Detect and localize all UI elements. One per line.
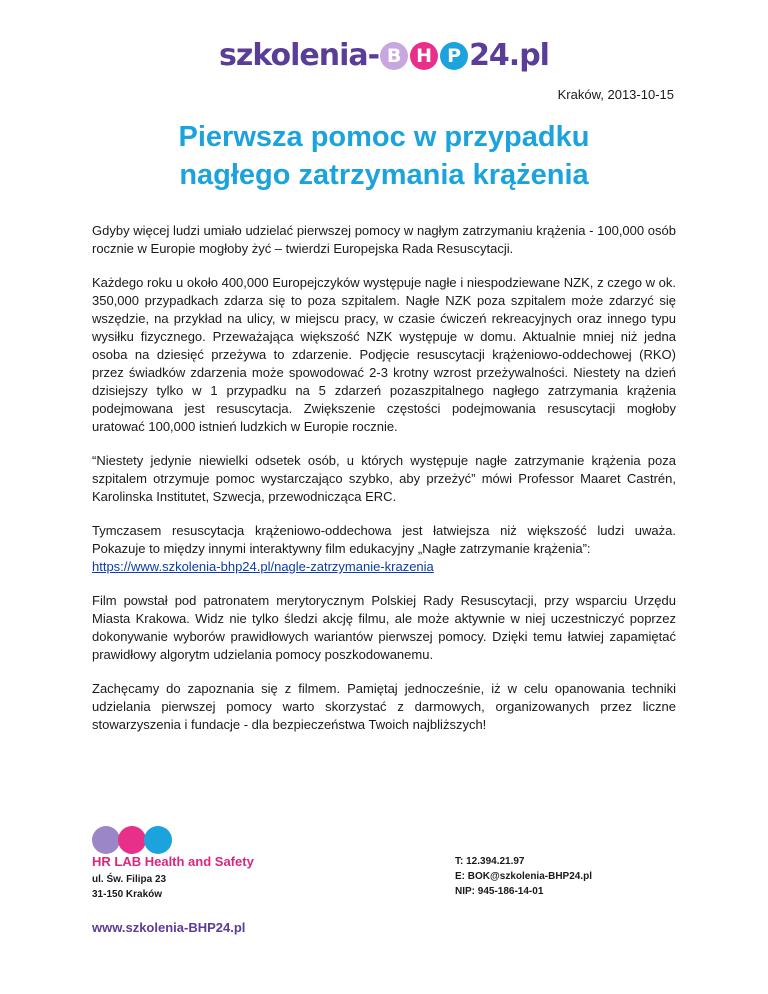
document-title <box>0 118 768 194</box>
logo-suffix: 24.pl <box>469 38 549 73</box>
footer-company-name: HR LAB Health and Safety <box>92 854 254 869</box>
footer-circle-purple <box>92 826 120 854</box>
title-line-1: Pierwsza pomoc w przypadku <box>178 121 590 153</box>
footer-email: E: BOK@szkolenia-BHP24.pl <box>455 871 593 882</box>
paragraph-patronage: Film powstał pod patronatem merytorycznym Polskiej Rady Resuscytacji, przy wsparciu Urzędu Miasta Krakowa. Widz nie tylko śledzi akcję filmu, ale może aktywnie w niej uczestniczyć poprzez dokonywanie wyborów prawidłowych wariantów pierwszej pomocy. Dzięki temu łatwiej zapamiętać prawidłowy algorytm udzielania pomocy poszkodowanemu. <box>92 593 676 662</box>
paragraph-quote: “Niestety jedynie niewielki odsetek osób, u których występuje nagłe zatrzymanie krążenia poza szpitalem otrzymuje pomoc wystarczająco szybko, aby przeżyć” mówi Professor Maaret Castrén, Karolinska Institutet, Szwecja, przewodnicząca ERC. <box>92 453 676 504</box>
footer-logo-circles <box>92 826 170 854</box>
paragraph-film-text: Tymczasem resuscytacja krążeniowo-oddechowa jest łatwiejsza niż większość ludzi uważa. Pokazuje to między innymi interaktywny film edukacyjny „Nagłe zatrzymanie krążenia”: <box>92 523 676 556</box>
logo-letter-b: B <box>380 42 408 70</box>
logo-prefix: szkolenia- <box>219 38 380 73</box>
footer-nip: NIP: 945-186-14-01 <box>455 886 544 897</box>
footer-circle-pink <box>118 826 146 854</box>
footer-contact <box>455 854 592 899</box>
footer-circle-blue <box>144 826 172 854</box>
paragraph-film <box>92 522 676 576</box>
footer-address-street: ul. Św. Filipa 23 <box>92 874 167 885</box>
footer-website-link[interactable]: www.szkolenia-BHP24.pl <box>92 920 246 935</box>
title-line-2: nagłego zatrzymania krążenia <box>179 159 589 191</box>
document-date: Kraków, 2013-10-15 <box>557 87 674 102</box>
paragraph-intro: Gdyby więcej ludzi umiało udzielać pierwszej pomocy w nagłym zatrzymaniu krążenia - 100,000 osób rocznie w Europie mogłoby żyć – twierdzi Europejska Rada Resuscytacji. <box>92 223 676 256</box>
logo-wordmark <box>219 38 549 73</box>
logo-letter-p: P <box>440 42 468 70</box>
footer-address-city: 31-150 Kraków <box>92 889 163 900</box>
film-link[interactable]: https://www.szkolenia-bhp24.pl/nagle-zatrzymanie-krazenia <box>92 559 434 574</box>
header-logo <box>0 38 768 78</box>
logo-letter-h: H <box>410 42 438 70</box>
paragraph-closing: Zachęcamy do zapoznania się z filmem. Pamiętaj jednocześnie, iż w celu opanowania techniki udzielania pierwszej pomocy warto skorzystać z darmowych, organizowanych przez liczne stowarzyszenia i fundacje - dla bezpieczeństwa Twoich najbliższych! <box>92 681 676 732</box>
document-body <box>92 222 676 750</box>
footer-phone: T: 12.394.21.97 <box>455 856 525 867</box>
footer-address <box>92 872 166 902</box>
paragraph-statistics: Każdego roku u około 400,000 Europejczyków występuje nagłe i niespodziewane NZK, z czego w ok. 350,000 przypadkach zdarza się to poza szpitalem. Nagłe NZK poza szpitalem może zdarzyć się wszędzie, na przykład na ulicy, w miejscu pracy, w czasie ćwiczeń rekreacyjnych oraz innego typu wysiłku fizycznego. Przeważająca większość NZK występuje w domu. Aktualnie mniej niż jedna osoba na dziesięć przeżywa to zdarzenie. Podjęcie resuscytacji krążeniowo-oddechowej (RKO) przez świadków zdarzenia może spowodować 2-3 krotny wzrost przeżywalności. Niestety na dzień dzisiejszy tylko w 1 przypadku na 5 zdarzeń pozaszpitalnego nagłego zatrzymania krążenia podejmowana jest resuscytacja. Zwiększenie częstości podejmowania resuscytacji mogłoby uratować 100,000 istnień ludzkich w Europie rocznie. <box>92 275 676 434</box>
